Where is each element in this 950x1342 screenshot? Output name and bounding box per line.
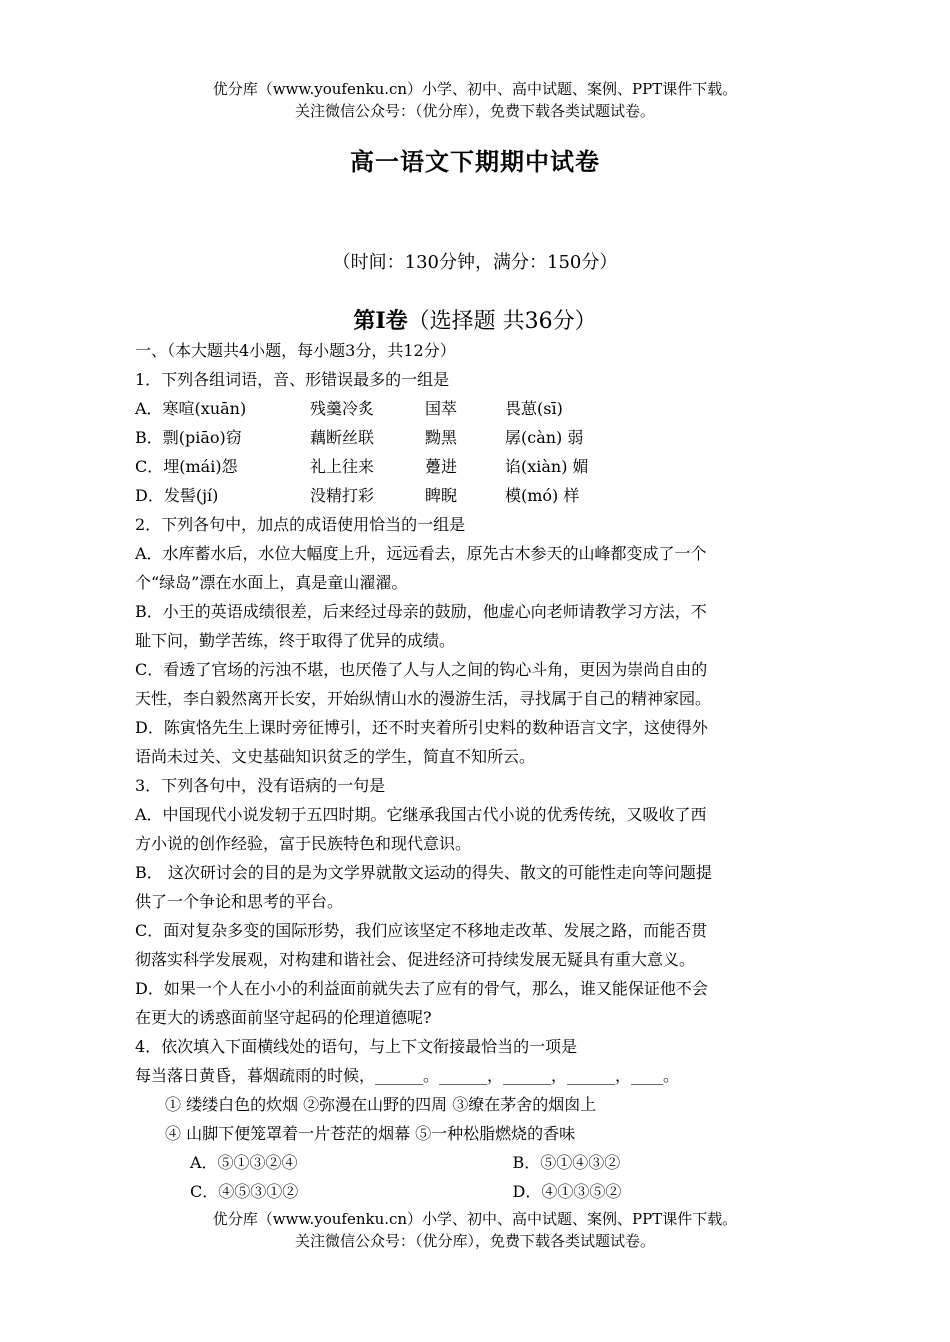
q1-c-2: 礼上往来 (310, 457, 375, 476)
q1-d-2: 没精打彩 (310, 486, 375, 505)
q1-option-a (135, 394, 835, 423)
q4-stem: 4．依次填入下面横线处的语句，与上下文衔接最恰当的一项是 (135, 1037, 578, 1056)
q4-choice-d: D．④①③⑤② (512, 1182, 622, 1201)
q4-sentence: 每当落日黄昏，暮烟疏雨的时候，______。______，______，______，____。 (135, 1066, 680, 1085)
volume-heading (0, 304, 950, 335)
q1-a-4: 畏葸(sī) (505, 399, 563, 418)
q4-choices-row-1 (135, 1148, 835, 1177)
q3-line: 供了一个争论和思考的平台。 (135, 892, 344, 911)
footer-line-2: 关注微信公众号：（优分库），免费下载各类试题试卷。 (294, 1232, 655, 1250)
q2-line: 个“绿岛”漂在水面上，真是童山濯濯。 (135, 573, 408, 592)
q1-b-3: 黝黑 (425, 428, 458, 447)
volume-label: 第Ⅰ卷 (353, 308, 408, 334)
q1-option-b (135, 423, 835, 452)
q1-c-4: 谄(xiàn) 媚 (505, 457, 589, 476)
volume-subtitle: （选择题 共36分） (407, 309, 597, 334)
q4-items-2: ④ 山脚下便笼罩着一片苍茫的烟幕 ⑤一种松脂燃烧的香味 (165, 1124, 576, 1143)
q1-d-3: 睥睨 (425, 486, 458, 505)
time-info: （时间：130分钟，满分：150分） (332, 252, 618, 273)
q2-line: D．陈寅恪先生上课时旁征博引，还不时夹着所引史料的数种语言文字，这使得外 (135, 718, 708, 737)
q2-line: C．看透了官场的污浊不堪，也厌倦了人与人之间的钩心斗角，更因为崇尚自由的 (135, 660, 708, 679)
footer-line-1: 优分库（www.youfenku.cn）小学、初中、高中试题、案例、PPT课件下载。 (212, 1210, 738, 1228)
q1-d-1: D．发髻(jí) (135, 486, 219, 505)
header-line-1: 优分库（www.youfenku.cn）小学、初中、高中试题、案例、PPT课件下载。 (212, 80, 738, 98)
header-line-2: 关注微信公众号：（优分库），免费下载各类试题试卷。 (294, 102, 655, 120)
page-footer (0, 1208, 950, 1252)
q2-line: B．小王的英语成绩很差，后来经过母亲的鼓励，他虚心向老师请教学习方法，不 (135, 602, 707, 621)
q1-c-3: 躉进 (425, 457, 458, 476)
q2-line: 耻下问，勤学苦练，终于取得了优异的成绩。 (135, 631, 456, 650)
q1-b-1: B．剽(piāo)窃 (135, 428, 242, 447)
q1-option-c (135, 452, 835, 481)
q1-stem: 1．下列各组词语，音、形错误最多的一组是 (135, 370, 450, 389)
q3-line: 彻落实科学发展观，对构建和谐社会、促进经济可持续发展无疑具有重大意义。 (135, 950, 696, 969)
q2-stem: 2．下列各句中，加点的成语使用恰当的一组是 (135, 515, 466, 534)
q3-line: 方小说的创作经验，富于民族特色和现代意识。 (135, 834, 472, 853)
q3-line: A．中国现代小说发轫于五四时期。它继承我国古代小说的优秀传统，又吸收了西 (135, 805, 707, 824)
exam-body (135, 336, 835, 1206)
q3-line: C．面对复杂多变的国际形势，我们应该坚定不移地走改革、发展之路，而能否贯 (135, 921, 708, 940)
q1-a-2: 残羹冷炙 (310, 399, 375, 418)
q2-line: A．水库蓄水后，水位大幅度上升，远远看去，原先古木参天的山峰都变成了一个 (135, 544, 707, 563)
q3-line: 在更大的诱惑面前坚守起码的伦理道德呢? (135, 1008, 432, 1027)
q2-line: 语尚未过关、文史基础知识贫乏的学生，简直不知所云。 (135, 747, 536, 766)
q4-choice-b: B．⑤①④③② (512, 1153, 621, 1172)
q4-items-1: ① 缕缕白色的炊烟 ②弥漫在山野的四周 ③缭在茅舍的烟囱上 (165, 1095, 597, 1114)
q2-line: 天性，李白毅然离开长安，开始纵情山水的漫游生活，寻找属于自己的精神家园。 (135, 689, 712, 708)
q1-b-2: 藕断丝联 (310, 428, 375, 447)
q1-b-4: 孱(càn) 弱 (505, 428, 584, 447)
q1-d-4: 模(mó) 样 (505, 486, 580, 505)
q4-choice-a: A．⑤①③②④ (190, 1153, 298, 1172)
q3-line: D．如果一个人在小小的利益面前就失去了应有的骨气，那么，谁又能保证他不会 (135, 979, 708, 998)
q1-c-1: C．埋(mái)怨 (135, 457, 238, 476)
q1-option-d (135, 481, 835, 510)
exam-title: 高一语文下期期中试卷 (350, 147, 600, 176)
q3-line: B． 这次研讨会的目的是为文学界就散文运动的得失、散文的可能性走向等问题提 (135, 863, 712, 882)
q1-a-3: 国萃 (425, 399, 458, 418)
q4-choices-row-2 (135, 1177, 835, 1206)
section-heading: 一、（本大题共4小题，每小题3分，共12分） (135, 341, 456, 360)
page-header-top (0, 78, 950, 122)
q1-a-1: A．寒喧(xuān) (135, 399, 247, 418)
q3-stem: 3．下列各句中，没有语病的一句是 (135, 776, 386, 795)
q4-choice-c: C．④⑤③①② (190, 1182, 299, 1201)
